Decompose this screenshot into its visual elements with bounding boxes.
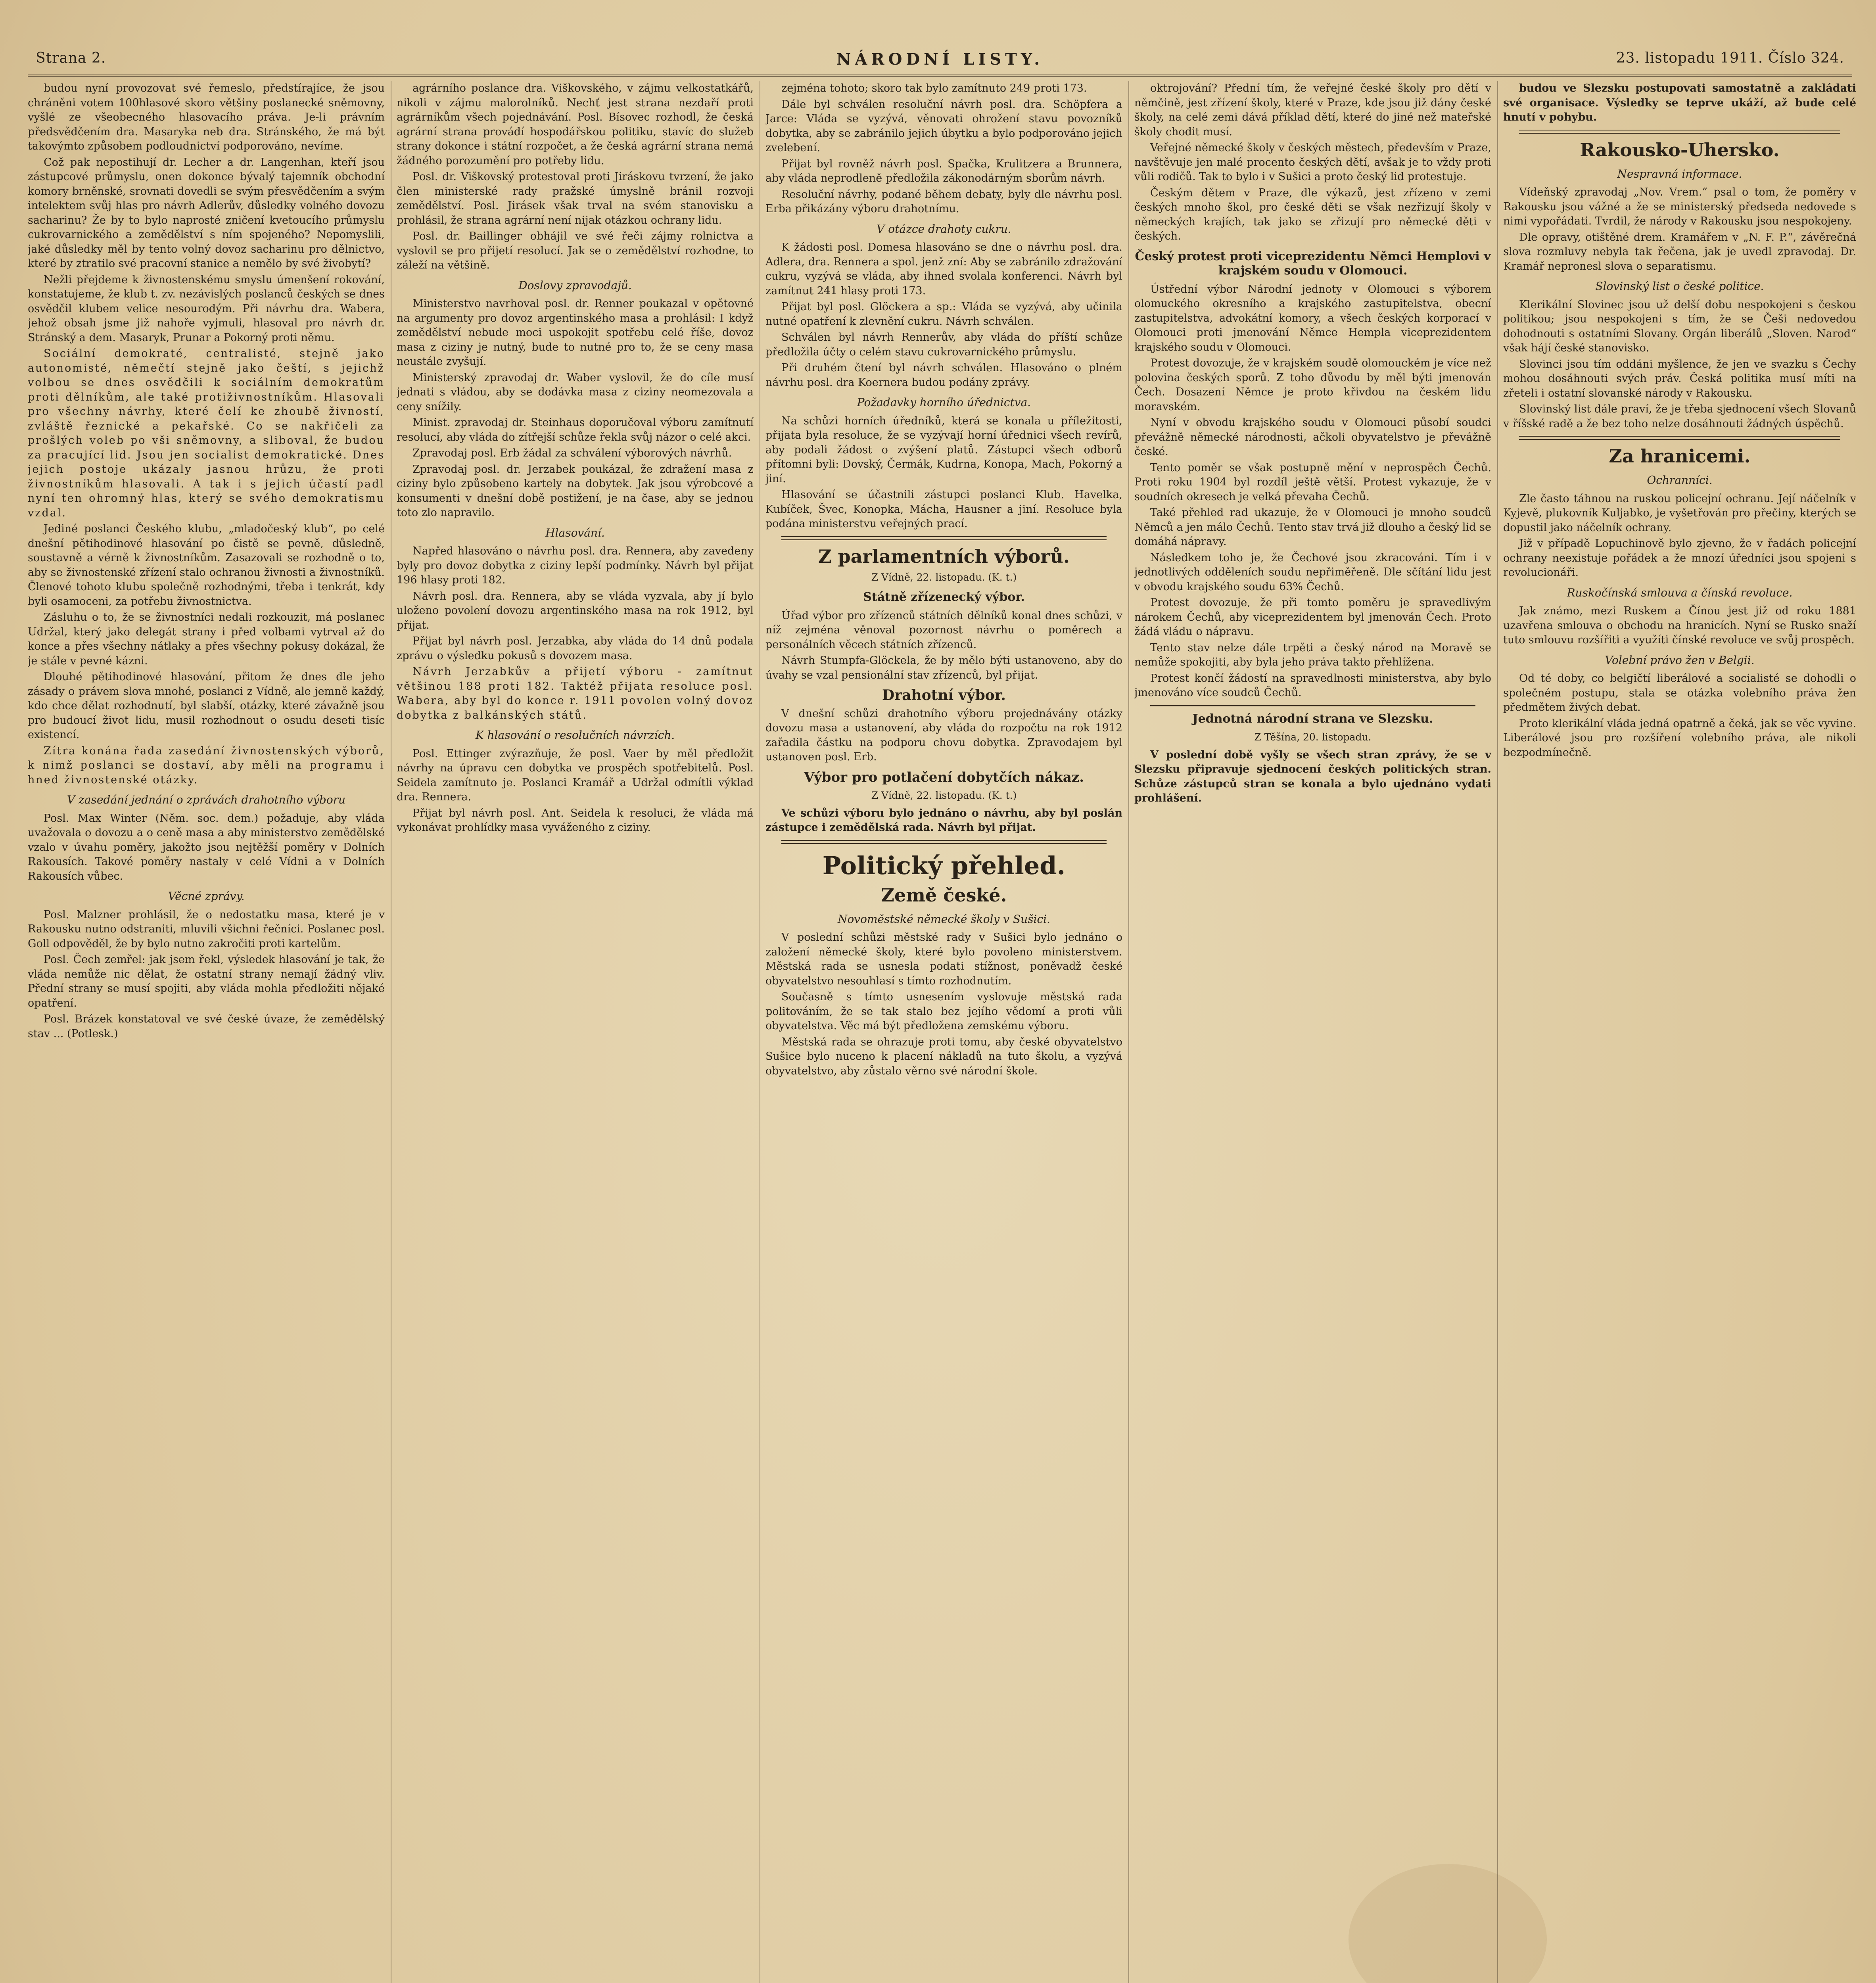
paragraph: Protest dovozuje, že při tomto poměru je spravedlivým nárokem Čechů, aby viceprezidentem byl jmenován Čech. Proto žádá vládu o nápravu. (1134, 596, 1491, 638)
section-heading: Výbor pro potlačení dobytčích nákaz. (804, 769, 1084, 785)
paragraph: Současně s tímto usnesením vyslovuje městská rada politováním, že se tak stalo bez jejího vědomí a proti vůli obyvatelstva. Věc má být předložena zemskému výboru. (765, 991, 1122, 1032)
section-divider (781, 840, 1107, 844)
paragraph: Tento stav nelze dále trpěti a český národ na Moravě se nemůže spokojiti, aby byla jeho práva takto přehlížena. (1134, 641, 1491, 668)
section-divider (1519, 436, 1840, 440)
paragraph: Což pak nepostihují dr. Lecher a dr. Langenhan, kteří jsou zástupcové průmyslu, onen dokonce bývalý tajemník obchodní komory brněnské, srovnati dovedli se svým přesvědčením a svým intelektem svůj hlas pro návrh Adlerův, důsledky volného dovozu sacharinu? Že by to bylo naprosté zničení kvetoucího průmyslu cukrovarnického a zemědělství s ním spojeného? Nepomyslili, jaké důsledky měl by tento volný dovoz sacharinu pro dělnictvo, které by ztratilo své pracovní stanice a nemělo by své živobytí? (28, 156, 385, 270)
paragraph: Nyní v obvodu krajského soudu v Olomouci působí soudci převážně německé národnosti, ačkoli obyvatelstvo je převážně české. (1134, 416, 1491, 458)
section-heading: Drahotní výbor. (882, 687, 1006, 704)
section-divider (1150, 705, 1475, 706)
paragraph: Resoluční návrhy, podané během debaty, byly dle návrhu posl. Erba přikázány výboru drahotnímu. (765, 188, 1122, 215)
column-divider (1128, 81, 1129, 1983)
paragraph: oktrojování? Přední tím, že veřejné české školy pro dětí v němčině, jest zřízení školy, které v Praze, kde jsou již dány české školy, na celé zemi dává příklad dětí, které do jiné než mateřské školy chodit musí. (1134, 82, 1491, 138)
paragraph: Slovinský list dále praví, že je třeba sjednocení všech Slovanů v říšské radě a že bez toho nelze dosáhnouti žádných úspěchů. (1503, 403, 1856, 430)
paragraph: V poslední schůzi městské rady v Sušici bylo jednáno o založení německé školy, které bylo povoleno ministerstvem. Městská rada se usnesla podati stížnost, poněvadž české obyvatelstvo nesouhlasí s tímto rozhodnutím. (765, 931, 1122, 987)
section-heading: Doslovy zpravodajů. (518, 278, 632, 292)
paragraph: Posl. dr. Viškovský protestoval proti Jiráskovu tvrzení, že jako člen ministerské rady pražské úmyslně bránil rozvoji zemědělství. Posl. Jirásek však trval na svém stanovisku a prohlásil, že strana agrární není nijak otázkou ochrany lidu. (397, 171, 754, 226)
paragraph: Zpravodaj posl. dr. Jerzabek poukázal, že zdražení masa z ciziny bylo způsobeno kartely na dobytek. Jak jsou výrobcové a konsumenti v dnešní době postižení, je na čase, aby se jednou toto zlo napravilo. (397, 463, 754, 519)
paragraph: Přijat byl návrh posl. Jerzabka, aby vláda do 14 dnů podala zprávu o výsledku pokusů s dovozem masa. (397, 635, 754, 662)
paragraph: Minist. zpravodaj dr. Steinhaus doporučoval výboru zamítnutí resolucí, aby vláda do zítřejší schůze řekla svůj názor o celé akci. (397, 416, 754, 443)
section-heading: Nespravná informace. (1617, 167, 1742, 180)
section-heading: Novoměstské německé školy v Sušici. (837, 912, 1051, 926)
dateline: Z Těšína, 20. listopadu. (1254, 731, 1372, 743)
paragraph: V poslední době vyšly se všech stran zprávy, že se v Slezsku připravuje sjednocení českých politických stran. Schůze zástupců stran se konala a bylo ujednáno vydati prohlášení. (1134, 748, 1491, 804)
section-heading: Český protest proti viceprezidentu Němci Hemplovi v krajském soudu v Olomouci. (1135, 249, 1491, 278)
paragraph: Návrh Stumpfa-Glöckela, že by mělo býti ustanoveno, aby do úvahy se vzal pensionální stav zřízenců, byl přijat. (765, 654, 1122, 681)
paragraph: Úřad výbor pro zřízenců státních dělníků konal dnes schůzi, v níž zejména věnoval pozornost návrhu o poměrech a personálních věcech státních zřízenců. (765, 609, 1122, 651)
column-1 (28, 81, 385, 1983)
paragraph: Ústřední výbor Národní jednoty v Olomouci s výborem olomuckého okresního a krajského zastupitelstva, obecní zastupitelstva, advokátní komory, a všech českých korporací v Olomouci proti jmenování Němce Hempla viceprezidentem krajského soudu v Olomouci. (1134, 283, 1491, 353)
section-heading: Hlasování. (545, 526, 605, 539)
paragraph: Posl. Brázek konstatoval ve své české úvaze, že zemědělský stav ... (Potlesk.) (28, 1013, 385, 1040)
section-heading: Státně zřízenecký výbor. (863, 590, 1025, 604)
paragraph: Zásluhu o to, že se živnostníci nedali rozkouzit, má poslanec Udržal, který jako delegát strany i před volbami vytrval až do konce a přes všechny nátlaky a přes všechny pokusy dokázal, že je stále v pevné kázni. (28, 611, 385, 667)
paragraph: K žádosti posl. Domesa hlasováno se dne o návrhu posl. dra. Adlera, dra. Rennera a spol. jenž zní: Aby se zabránilo zdražování cukru, vyzývá se vláda, aby ihned svolala konferenci. Návrh byl zamítnut 241 hlasy proti 173. (765, 241, 1122, 297)
paragraph: Zítra konána řada zasedání živnostenských výborů, k nimž poslanci se dostaví, aby měli na programu i hned živnostenské otázky. (28, 744, 385, 786)
paragraph: Zpravodaj posl. Erb žádal za schválení výborových návrhů. (412, 447, 732, 459)
section-title: Za hranicemi. (1609, 445, 1751, 467)
section-title: Rakousko-Uhersko. (1580, 139, 1780, 161)
columns (28, 81, 1856, 1983)
paragraph: Dlouhé pětihodinové hlasování, přitom že dnes dle jeho zásady o právem slova mnohé, poslanci z Vídně, ale jemně každý, kdo chce dělat rozhodnutí, byl slabší, otázky, které závažně jsou pro budoucí život lidu, musil rozhodnout o osudu deseti tisíc existencí. (28, 671, 385, 741)
paragraph: Ministerstvo navrhoval posl. dr. Renner poukazal v opětovné na argumenty pro dovoz argentinského masa a prohlásil: I když zemědělství nebude moci uspokojit spotřebu celé říše, dovoz masa z ciziny je nutný, bude to nutné pro to, že se ceny masa neustále zvyšují. (397, 297, 754, 368)
paragraph: Posl. Ettinger zvýrazňuje, že posl. Vaer by měl předložit návrhy na úpravu cen dobytka ve prospěch spotřebitelů. Posl. Seidela zamítnuto je. Poslanci Kramář a Udržal odmítli výklad dra. Rennera. (397, 747, 754, 803)
section-title: Politický přehled. (822, 851, 1066, 880)
paragraph: Napřed hlasováno o návrhu posl. dra. Rennera, aby zavedeny byly pro dovoz dobytka z ciziny lepší podmínky. Návrh byl přijat 196 hlasy proti 182. (397, 545, 754, 586)
paragraph: Hlasování se účastnili zástupci poslanci Klub. Havelka, Kubíček, Švec, Konopka, Mácha, Hausner a jiní. Resoluce byla podána ministerstvu veřejných prací. (765, 489, 1122, 530)
paragraph: Veřejné německé školy v českých městech, především v Praze, navštěvuje jen malé procento českých dětí, avšak je to vždy proti vůli rodičů. Tak to bylo i v Sušici a proto český lid protestuje. (1134, 142, 1491, 183)
paragraph: Proto klerikální vláda jedná opatrně a čeká, jak se věc vyvine. Liberálové jsou pro rozšíření volebního práva, ale nikoli bezpodmínečně. (1503, 717, 1856, 759)
column-4 (1134, 81, 1491, 1983)
page-number: Strana 2. (36, 50, 106, 66)
paragraph: Posl. Malzner prohlásil, že o nedostatku masa, které je v Rakousku nutno odstraniti, mluvili všichni řečníci. Poslanec posl. Goll odpověděl, že by bylo nutno zakročiti proti kartelům. (28, 908, 385, 950)
paragraph: Návrh posl. dra. Rennera, aby se vláda vyzvala, aby jí bylo uloženo povolení dovozu argentinského masa na rok 1912, byl přijat. (397, 590, 754, 631)
page-header (28, 47, 1852, 77)
column-3 (765, 81, 1122, 1983)
paragraph: Protest končí žádostí na spravedlnosti ministerstva, aby bylo jmenováno více soudců Čechů. (1134, 672, 1491, 699)
paragraph: V dnešní schůzi drahotního výboru projednávány otázky dovozu masa a ustanovení, aby vláda do rozpočtu na rok 1912 zařadila částku na podporu chovu dobytka. Zpravodajem byl ustanoven posl. Erb. (765, 707, 1122, 763)
paragraph: Vídeňský zpravodaj „Nov. Vrem.“ psal o tom, že poměry v Rakousku jsou vážné a že se ministerský předseda nedovede s nimi vypořádati. Tvrdil, že národy v Rakousku jsou nespokojeny. (1503, 186, 1856, 227)
section-divider (781, 536, 1107, 540)
paragraph: Ve schůzi výboru bylo jednáno o návrhu, aby byl poslán zástupce i zemědělská rada. Návrh byl přijat. (765, 807, 1122, 834)
paragraph: Přijat byl návrh posl. Ant. Seidela k resoluci, že vláda má vykonávat prohlídky masa vyváženého z ciziny. (397, 807, 754, 834)
paragraph: Protest dovozuje, že v krajském soudě olomouckém je více než polovina českých sporů. Z toho důvodu by měl býti jmenován Čech. Dosazení Němce je proto křivdou na českém lidu moravském. (1134, 357, 1491, 413)
paragraph: Následkem toho je, že Čechové jsou zkracováni. Tím i v jednotlivých odděleních soudu nepřiměřeně. Dle sčítání lidu jest v obvodu krajského soudu 63% Čechů. (1134, 551, 1491, 593)
section-heading: Ochranníci. (1647, 474, 1713, 487)
paragraph: Českým dětem v Praze, dle výkazů, jest zřízeno v zemi českých mnoho škol, pro české děti se však nezřizují školy v německých krajích, tak jako se zřizují pro německé děti v českých. (1134, 186, 1491, 242)
paragraph: Nežli přejdeme k živnostenskému smyslu úmenšení rokování, konstatujeme, že klub t. zv. nezávislých poslanců českých se dnes osvědčil klubem velice nesourodým. Při návrhu dra. Wabera, jehož obsah jsme již nahoře vyjmuli, hlasoval pro návrh dr. Stránský a dem. Masaryk, Prunar a Pokorný proti němu. (28, 273, 385, 344)
issue-date: 23. listopadu 1911. Číslo 324. (1616, 50, 1844, 66)
paragraph: Zle často táhnou na ruskou policejní ochranu. Její náčelník v Kyjevě, plukovník Kuljabko, je vyšetřován pro přečiny, kterých se dopustil jako náčelník ochrany. (1503, 492, 1856, 534)
dateline: Z Vídně, 22. listopadu. (K. t.) (871, 790, 1017, 801)
paragraph: Návrh Jerzabkův a přijetí výboru - zamítnut většinou 188 proti 182. Taktéž přijata resoluce posl. Wabera, aby byl do konce r. 1911 povolen volný dovoz dobytka z balkánských států. (397, 665, 754, 721)
paragraph: Ministerský zpravodaj dr. Waber vyslovil, že do cíle musí jednati s vládou, aby se dodávka masa z ciziny neomezovala a ceny snížily. (397, 371, 754, 413)
paragraph: agrárního poslance dra. Viškovského, v zájmu velkostatkářů, nikoli v zájmu malorolníků. Nechť jest strana nezdaří proti agrárníkům všech pojednávání. Posl. Bísovec rozhodl, že česká agrární strana provádí hospodářskou politiku, stavíc do služeb strany dokonce i státní rozpočet, a že česká agrární strana nemá žádného porozumění pro potřeby lidu. (397, 82, 754, 167)
column-divider (1497, 81, 1498, 1983)
paragraph: Také přehled rad ukazuje, že v Olomouci je mnoho soudců Němců a jen málo Čechů. Tento stav trvá již dlouho a český lid se domáhá nápravy. (1134, 506, 1491, 548)
paragraph: Při druhém čtení byl návrh schválen. Hlasováno o plném návrhu posl. dra Koernera budou podány zprávy. (765, 362, 1122, 389)
newspaper-title: NÁRODNÍ LISTY. (836, 50, 1044, 69)
paragraph: Klerikální Slovinec jsou už delší dobu nespokojeni s českou politikou; jsou nespokojeni s tím, že se Češi nedovedou dohodnouti s ostatními Slovany. Orgán liberálů „Sloven. Narod“ však hájí české stanovisko. (1503, 298, 1856, 354)
dateline: Z Vídně, 22. listopadu. (K. t.) (871, 571, 1017, 583)
paragraph: Na schůzi horních úředníků, která se konala u příležitosti, přijata byla resoluce, že se vyzývají horní úřednici všech revírů, aby podali žádost o zvýšení platů. Zástupci všech odborů přítomni byli: Dovský, Čermák, Kudrna, Konopa, Mach, Pokorný a jiní. (765, 414, 1122, 485)
paragraph: Již v případě Lopuchinově bylo zjevno, že v řadách policejní ochrany neexistuje pořádek a že mnozí úředníci jsou spojeni s revolucionáři. (1503, 537, 1856, 579)
paragraph: Jediné poslanci Českého klubu, „mladočeský klub“, po celé dnešní pětihodinové hlasování po čistě se pevně, důsledně, soustavně a vérně k živnostníkům. Zasazovali se rozhodně o to, aby se živnostenské zřízení stalo ochranou živnosti a živnostníků. Členové tohoto klubu společně rozhodnými, třeba i tenkrát, kdy byli osamoceni, za potřebu živnostnictva. (28, 523, 385, 608)
paragraph: Posl. Max Winter (Něm. soc. dem.) požaduje, aby vláda uvažovala o dovozu a o ceně masa a aby ministerstvo zemědělské vzalo v úvahu poměry, jakožto jsou nejtěžší poměry v Dolních Rakousích. Takové poměry nastaly v celé Vídni a v Dolních Rakousích vůbec. (28, 812, 385, 882)
column-5 (1503, 81, 1856, 1983)
paragraph: Schválen byl návrh Rennerův, aby vláda do příští schůze předložila účty o celém stavu cukrovarnického průmyslu. (765, 331, 1122, 358)
section-heading: Slovinský list o české politice. (1595, 280, 1764, 293)
section-heading: Ruskočínská smlouva a čínská revoluce. (1567, 586, 1793, 599)
section-heading: Věcné zprávy. (168, 890, 245, 903)
section-heading: Jednotná národní strana ve Slezsku. (1192, 712, 1433, 726)
paragraph: zejména tohoto; skoro tak bylo zamítnuto 249 proti 173. (781, 82, 1087, 94)
section-title: Z parlamentních výborů. (818, 545, 1070, 567)
paragraph: Dle opravy, otištěné drem. Kramářem v „N. F. P.“, závěrečná slova rozmluvy nebyla tak řečena, jak je uvedl zpravodaj. Dr. Kramář nepronesl slova o separatismu. (1503, 231, 1856, 272)
paragraph: budou ve Slezsku postupovati samostatně a zakládati své organisace. Výsledky se teprve ukáží, až bude celé hnutí v pohybu. (1503, 82, 1856, 123)
paragraph: Přijat byl posl. Glöckera a sp.: Vláda se vyzývá, aby učinila nutné opatření k zlevnění cukru. Návrh schválen. (765, 301, 1122, 328)
section-subtitle: Země české. (881, 884, 1007, 906)
paragraph: Posl. Čech zemřel: jak jsem řekl, výsledek hlasování je tak, že vláda nemůže nic dělat, že ostatní strany nemají žádný vliv. Přední strany se musí spojiti, aby vláda mohla předložiti nějaké opatření. (28, 953, 385, 1009)
paragraph: Dále byl schválen resoluční návrh posl. dra. Schöpfera a Jarce: Vláda se vyzývá, věnovati ohrožení stavu povozníků dobytka, aby se zabránilo jejich úbytku a bylo podporováno jejich zvelebení. (765, 98, 1122, 154)
paragraph: Posl. dr. Baillinger obhájil ve své řeči zájmy rolnictva a vyslovil se pro přijetí resolucí. Jak se o zemědělství rozhodne, to záleží na většině. (397, 230, 754, 271)
section-heading: Požadavky horního úřednictva. (857, 396, 1031, 409)
section-heading: K hlasování o resolučních návrzích. (475, 729, 675, 742)
paragraph: Od té doby, co belgičtí liberálové a socialisté se dohodli o společném postupu, stala se otázka volebního práva žen předmětem živých debat. (1503, 672, 1856, 713)
section-heading: Volební právo žen v Belgii. (1605, 653, 1755, 667)
paragraph: Tento poměr se však postupně mění v neprospěch Čechů. Proti roku 1904 byl rozdíl ještě větší. Protest vykazuje, že v soudních okresech je velká převaha Čechů. (1134, 461, 1491, 503)
paragraph: budou nyní provozovat své řemeslo, předstírajíce, že jsou chráněni votem 100hlasové skoro většiny poslanecké sněmovny, vyšlé ze všeobecného hlasovacího práva. Je-li právním předsvědčením dra. Masaryka neb dra. Stránského, že má být takovýmto způsobem podloudnictví podporováno, nevíme. (28, 82, 385, 152)
paragraph: Městská rada se ohrazuje proti tomu, aby české obyvatelstvo Sušice bylo nuceno k placení nákladů na tuto školu, a vyzývá obyvatelstvo, aby zůstalo věrno své národní škole. (765, 1036, 1122, 1077)
section-heading: V otázce drahoty cukru. (877, 222, 1011, 236)
paragraph: Sociální demokraté, centralisté, stejně jako autonomisté, němečtí stejně jako čeští, s jejichž volbou se dnes osvědčili k sociálním demokratům proti dělníkům, ale také protiživnostníkům. Hlasovali pro všechny návrhy, které čelí ke zhoubě živností, zvláště řeznické a pekařské. Co se nakřičeli za prošlých voleb po vši sněmovny, a sliboval, že budou za pracující lid. Jsou jen socialist demokratické. Dnes jejich postoje ukázaly jasnou hrůzu, že proti živnostníkům hlasovali. A tak i s jejich účastí padl nyní ten ohromný hlas, který se svého demokratismu vzdal. (28, 347, 385, 519)
section-divider (1519, 130, 1840, 134)
paragraph: Přijat byl rovněž návrh posl. Spačka, Krulitzera a Brunnera, aby vláda neprodleně předložila zákonodárným sborům návrh. (765, 157, 1122, 184)
column-2 (397, 81, 754, 1983)
paragraph: Slovinci jsou tím oddáni myšlence, že jen ve svazku s Čechy mohou dosáhnouti svých práv. Česká politika musí míti na zřeteli i ostatní slovanské národy v Rakousku. (1503, 358, 1856, 399)
paragraph: Jak známo, mezi Ruskem a Čínou jest již od roku 1881 uzavřena smlouva o obchodu na hranicích. Nyní se Rusko snaží tuto smlouvu rozšířiti a využíti čínské revoluce ve svůj prospěch. (1503, 605, 1856, 646)
section-heading: V zasedání jednání o zprávách drahotního výboru (67, 793, 346, 806)
